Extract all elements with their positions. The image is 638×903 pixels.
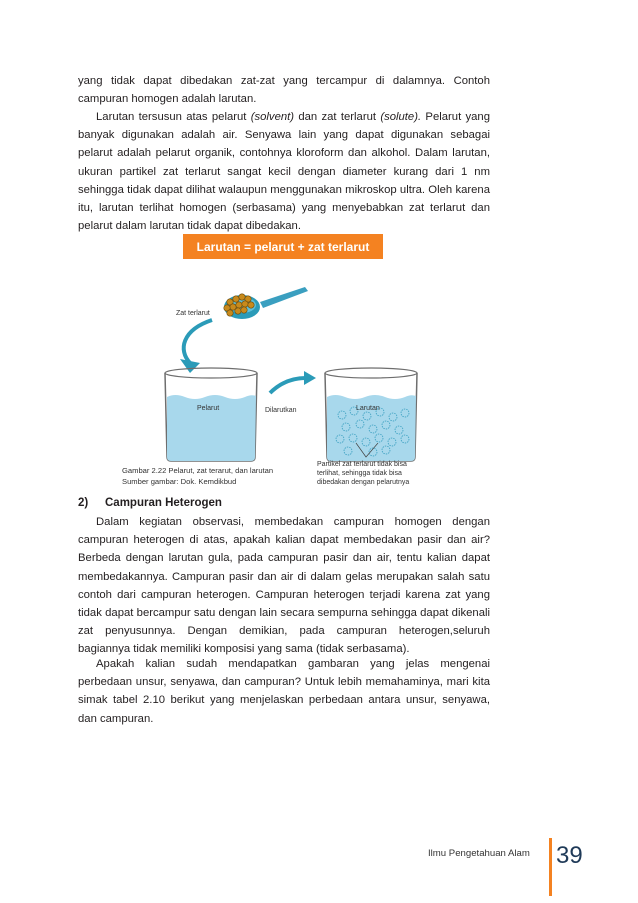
- particle-note: Partikel zat terlarut tidak bisa terlihat, sehingga tidak bisa dibedakan dengan pelarutnya: [317, 461, 410, 486]
- larutan-paragraph: Larutan tersusun atas pelarut (solvent) dan zat terlarut (solute). Pelarut yang banyak digunakan adalah air. Senyawa lain yang dapat digunakan sebagai pelarut adalah pelarut organik, contohnya kloroform dan alkohol. Dalam larutan, ukuran partikel zat terlarut sangat kecil dengan diameter kurang dari 1 nm sehingga tidak dapat dilihat walaupun menggunakan mikroskop ultra. Oleh karena itu, larutan terlihat homogen (serbasama) yang menyebabkan zat terlarut dan pelarut dalam larutan tidak dapat dibedakan.: [78, 111, 491, 233]
- section-title: Campuran Heterogen: [105, 497, 222, 509]
- formula-box: [183, 234, 383, 259]
- closing-paragraph: Apakah kalian sudah mendapatkan gambaran yang jelas mengenai perbedaan unsur, senyawa, dan campuran? Untuk lebih memahaminya, mari kita simak tabel 2.10 berikut yang menjelaskan perbedaan antara unsur, senyawa, dan campuran.: [78, 658, 490, 725]
- spoon-illustration: [224, 287, 308, 319]
- section-heading: [78, 497, 222, 509]
- solvent-label: Pelarut: [197, 405, 220, 412]
- solution-beaker: [325, 368, 417, 461]
- solute-label: Zat terlarut: [176, 310, 210, 317]
- solution-label: Larutan: [356, 405, 380, 412]
- book-title: Ilmu Pengetahuan Alam: [428, 848, 530, 859]
- page-number: 39: [556, 842, 583, 869]
- solvent-term: (solvent): [250, 111, 295, 123]
- dissolve-arrow: [270, 378, 306, 393]
- solution-figure: [120, 275, 440, 490]
- figure-caption: Gambar 2.22 Pelarut, zat terarut, dan larutan Sumber gambar: Dok. Kemdikbud: [122, 466, 274, 486]
- heterogen-paragraph: Dalam kegiatan observasi, membedakan campuran homogen dengan campuran heterogen di atas, apakah kalian dapat membedakan pasir dan air? Berbeda dengan larutan gula, pada campuran pasir dan air, tentu kalian dapat membedakannya. Campuran pasir dan air di dalam gelas merupakan salah satu contoh dari campuran heterogen. Campuran heterogen terjadi karena zat yang tidak dapat bercampur satu dengan lain secara sempurna sehingga dapat dikenali zat penyusunnya. Dengan demikian, pada campuran heterogen,seluruh bagiannya tidak memiliki komposisi yang sama (tidak serbasama).: [78, 516, 490, 656]
- formula-text: Larutan = pelarut + zat terlarut: [196, 239, 370, 254]
- dissolve-label: Dilarutkan: [265, 407, 297, 414]
- solute-term: (solute).: [380, 111, 422, 123]
- pour-arrow: [184, 320, 212, 363]
- solution-illustration: [120, 275, 440, 490]
- section-number: 2): [78, 497, 89, 509]
- intro-paragraph: yang tidak dapat dibedakan zat-zat yang tercampur di dalamnya. Contoh campuran homogen adalah larutan.: [78, 75, 490, 106]
- footer-divider: [549, 838, 552, 896]
- solvent-beaker: [165, 368, 257, 461]
